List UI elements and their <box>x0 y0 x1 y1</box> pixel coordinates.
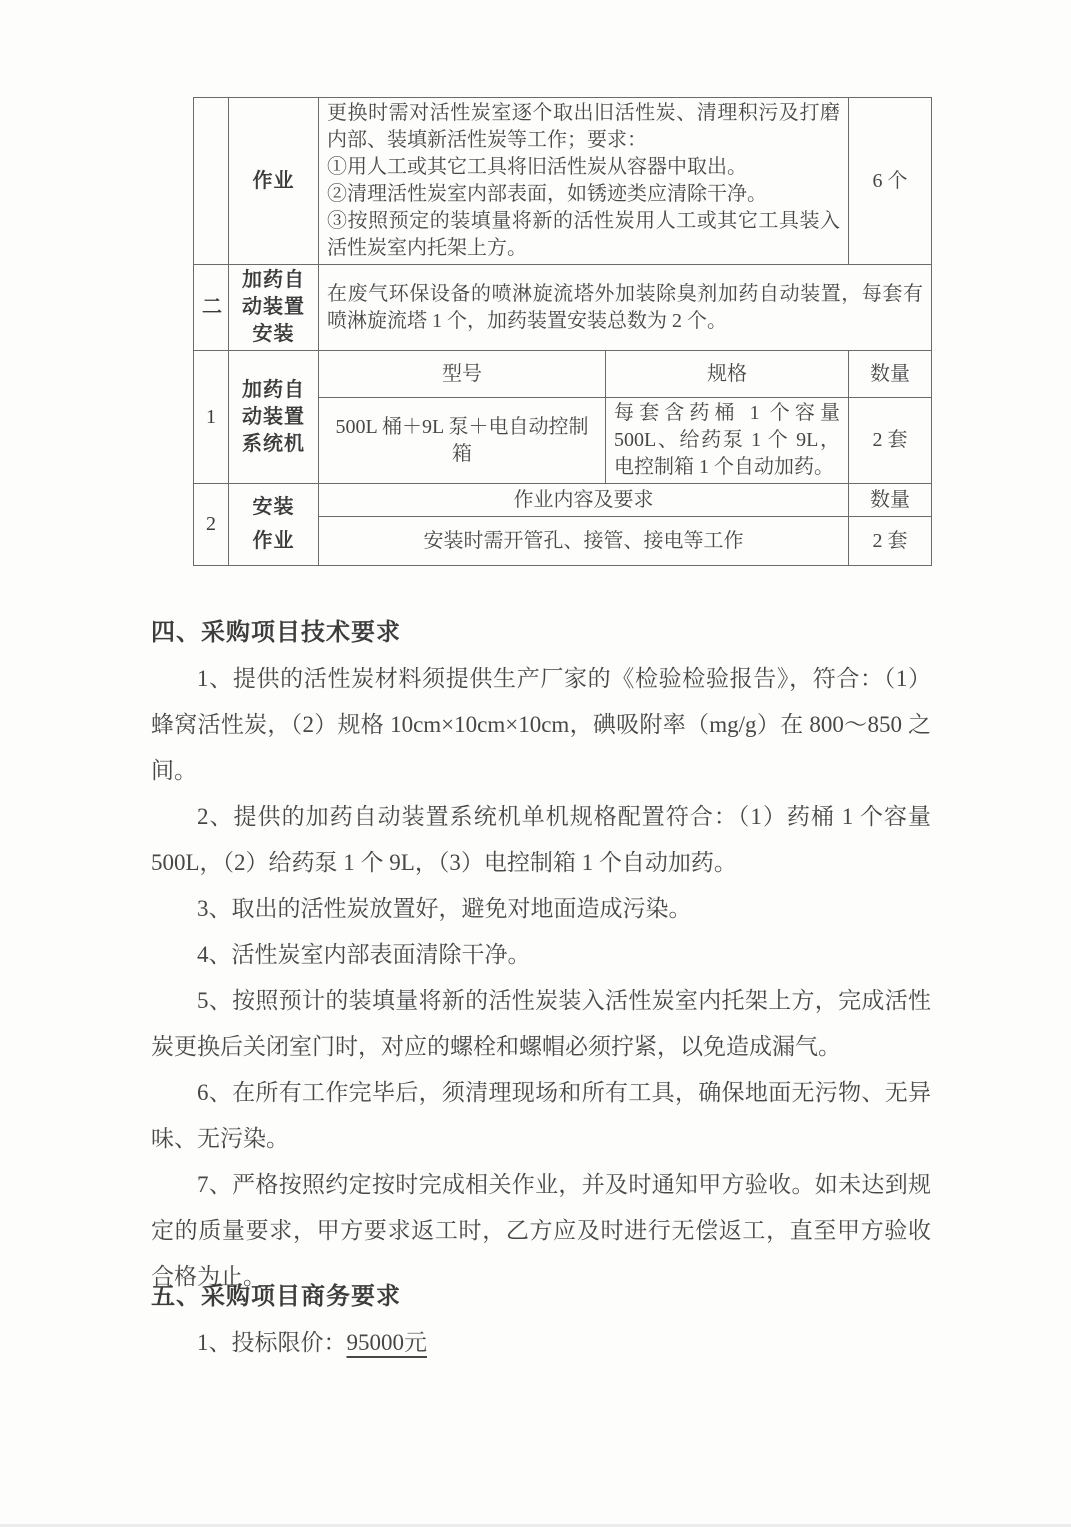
quantity-cell: 2 套 <box>849 517 932 566</box>
quantity-cell: 6 个 <box>849 98 932 265</box>
tech-paragraph: 2、提供的加药自动装置系统机单机规格配置符合：（1）药桶 1 个容量 500L，（2）给药泵 1 个 9L，（3）电控制箱 1 个自动加药。 <box>151 804 931 875</box>
work-paragraph: ①用人工或其它工具将旧活性炭从容器中取出。 <box>327 156 747 178</box>
bid-limit-line <box>151 1320 931 1366</box>
section-heading-technical: 四、采购项目技术要求 <box>151 619 401 646</box>
row-number-cell <box>194 98 229 265</box>
section-number-cell: 二 <box>194 265 229 351</box>
section2-description-cell: 在废气环保设备的喷淋旋流塔外加装除臭剂加药自动装置，每套有喷淋旋流塔 1 个，加药装置安装总数为 2 个。 <box>319 265 932 351</box>
section-heading-commercial: 五、采购项目商务要求 <box>151 1283 401 1310</box>
row-label-cell <box>229 484 319 566</box>
tech-paragraph: 5、按照预计的装填量将新的活性炭装入活性炭室内托架上方，完成活性炭更换后关闭室门时，对应的螺栓和螺帽必须拧紧，以免造成漏气。 <box>151 988 931 1059</box>
procurement-table <box>193 97 932 566</box>
work-paragraph: ③按照预定的装填量将新的活性炭用人工或其它工具装入活性炭室内托架上方。 <box>327 210 840 259</box>
column-header-spec: 规格 <box>606 351 849 398</box>
column-header-work-content: 作业内容及要求 <box>319 484 849 517</box>
table-row-item2-header <box>194 484 932 517</box>
tech-paragraph: 6、在所有工作完毕后，须清理现场和所有工具，确保地面无污物、无异味、无污染。 <box>151 1080 931 1151</box>
row-label-cell: 加药自动装置系统机 <box>229 351 319 484</box>
quantity-cell: 2 套 <box>849 398 932 484</box>
column-header-model: 型号 <box>319 351 606 398</box>
item-number-cell: 1 <box>194 351 229 484</box>
document-body <box>151 610 931 1366</box>
tech-paragraph: 4、活性炭室内部表面清除干净。 <box>197 942 531 967</box>
column-header-qty: 数量 <box>849 351 932 398</box>
install-content-cell: 安装时需开管孔、接管、接电等工作 <box>319 517 849 566</box>
column-header-qty: 数量 <box>849 484 932 517</box>
tech-paragraph: 1、提供的活性炭材料须提供生产厂家的《检验检验报告》，符合：（1）蜂窝活性炭，（2）规格 10cm×10cm×10cm，碘吸附率（mg/g）在 800～850 之间。 <box>151 666 931 783</box>
bid-limit-label: 1、投标限价： <box>197 1330 347 1355</box>
table-row-item1-header <box>194 351 932 398</box>
item-number-cell: 2 <box>194 484 229 566</box>
tech-paragraph: 7、严格按照约定按时完成相关作业，并及时通知甲方验收。如未达到规定的质量要求，甲方要求返工时，乙方应及时进行无偿返工，直至甲方验收合格为止。 <box>151 1172 931 1289</box>
work-content-cell <box>319 98 849 265</box>
row-label-cell: 加药自动装置安装 <box>229 265 319 351</box>
spec-cell: 每套含药桶 1 个容量 500L、给药泵 1 个 9L，电控制箱 1 个自动加药。 <box>606 398 849 484</box>
table-row-work <box>194 98 932 265</box>
work-paragraph: 更换时需对活性炭室逐个取出旧活性炭、清理积污及打磨内部、装填新活性炭等工作；要求： <box>327 102 840 151</box>
bid-limit-value: 95000元 <box>346 1330 427 1355</box>
model-cell: 500L 桶＋9L 泵＋电自动控制箱 <box>319 398 606 484</box>
row-label-line: 安装 <box>252 496 295 518</box>
work-paragraph: ②清理活性炭室内部表面，如锈迹类应清除干净。 <box>327 183 767 205</box>
row-label-cell: 作业 <box>229 98 319 265</box>
tech-paragraph: 3、取出的活性炭放置好，避免对地面造成污染。 <box>197 896 692 921</box>
row-label-line: 作业 <box>252 530 295 552</box>
table-row-section2 <box>194 265 932 351</box>
